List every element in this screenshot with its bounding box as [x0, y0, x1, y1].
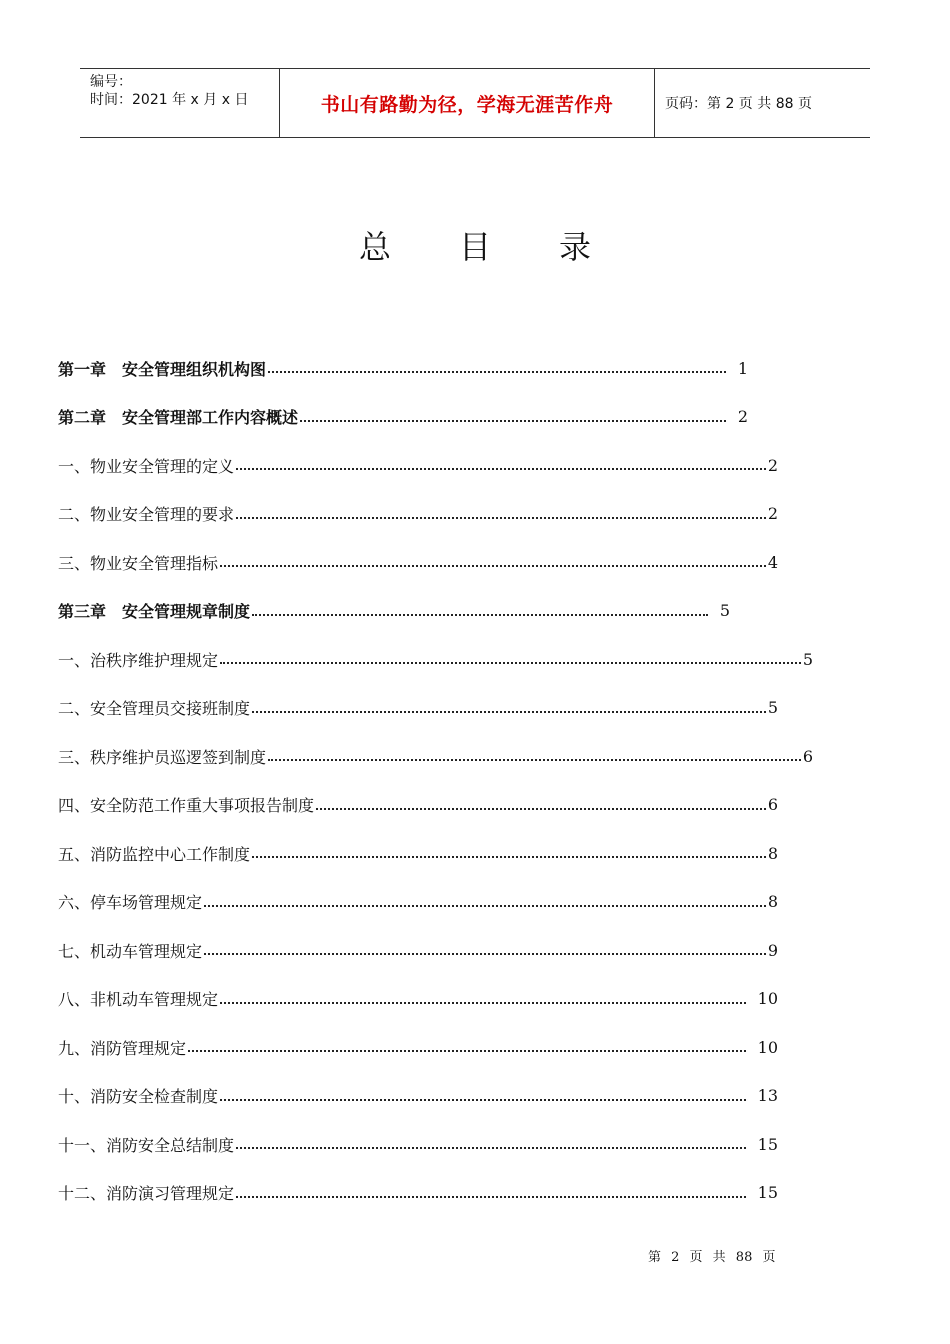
toc-leader-dots — [300, 420, 726, 422]
toc-section-entry — [58, 1072, 778, 1121]
toc-entry-label: 二、安全管理员交接班制度 — [58, 699, 251, 719]
toc-chapter-entry — [58, 393, 748, 442]
page-footer: 第 2 页 共 88 页 — [648, 1250, 776, 1265]
toc-leader-dots — [220, 662, 801, 664]
toc-entry-page: 5 — [767, 698, 778, 718]
toc-chapter-entry — [58, 344, 748, 393]
toc-entry-label: 一、物业安全管理的定义 — [58, 456, 235, 476]
toc-entry-label: 第一章 安全管理组织机构图 — [58, 359, 267, 379]
toc-entry-page: 15 — [757, 1134, 778, 1154]
toc-leader-dots — [236, 468, 766, 470]
toc-entry-page: 6 — [802, 746, 813, 766]
toc-leader-dots — [268, 759, 801, 761]
toc-leader-dots — [220, 1099, 746, 1101]
toc-entry-page: 10 — [757, 1037, 778, 1057]
toc-leader-dots — [220, 1002, 746, 1004]
toc-entry-label: 三、秩序维护员巡逻签到制度 — [58, 747, 267, 767]
toc-entry-page: 6 — [767, 795, 778, 815]
toc-leader-dots — [236, 1147, 746, 1149]
toc-entry-label: 八、非机动车管理规定 — [58, 990, 219, 1010]
toc-entry-label: 四、安全防范工作重大事项报告制度 — [58, 796, 315, 816]
toc-entry-page: 10 — [757, 989, 778, 1009]
toc-section-entry — [58, 732, 813, 781]
toc-section-entry — [58, 490, 778, 539]
toc-section-entry — [58, 829, 778, 878]
toc-entry-page: 2 — [737, 407, 748, 427]
header-page-info: 页码：第 2 页 共 88 页 — [665, 96, 812, 112]
toc-section-entry — [58, 926, 778, 975]
toc-entry-label: 六、停车场管理规定 — [58, 893, 203, 913]
toc-leader-dots — [252, 711, 766, 713]
toc-entry-page: 5 — [719, 601, 730, 621]
toc-entry-page: 2 — [767, 504, 778, 524]
document-number: 编号： — [90, 74, 132, 90]
document-time: 时间：2021 年 x 月 x 日 — [90, 92, 249, 108]
toc-entry-page: 8 — [767, 892, 778, 912]
toc-section-entry — [58, 1023, 778, 1072]
toc-leader-dots — [220, 565, 766, 567]
toc-chapter-entry — [58, 587, 730, 636]
page-header — [80, 68, 870, 138]
toc-entry-label: 十二、消防演习管理规定 — [58, 1184, 235, 1204]
toc-leader-dots — [236, 1196, 746, 1198]
toc-leader-dots — [316, 808, 766, 810]
toc-entry-page: 4 — [767, 552, 778, 572]
toc-entry-page: 9 — [767, 940, 778, 960]
header-meta — [80, 69, 280, 137]
toc-section-entry — [58, 878, 778, 927]
toc-entry-page: 8 — [767, 843, 778, 863]
toc-entry-page: 15 — [757, 1183, 778, 1203]
toc-entry-label: 九、消防管理规定 — [58, 1038, 187, 1058]
toc-section-entry — [58, 538, 778, 587]
toc-leader-dots — [236, 517, 766, 519]
toc-section-entry — [58, 441, 778, 490]
table-of-contents — [58, 344, 838, 1217]
toc-entry-label: 十、消防安全检查制度 — [58, 1087, 219, 1107]
toc-entry-label: 二、物业安全管理的要求 — [58, 505, 235, 525]
toc-entry-label: 十一、消防安全总结制度 — [58, 1135, 235, 1155]
toc-entry-page: 13 — [757, 1086, 778, 1106]
toc-leader-dots — [204, 905, 766, 907]
toc-title: 总目录 — [358, 228, 659, 266]
toc-leader-dots — [252, 614, 708, 616]
header-motto: 书山有路勤为径，学海无涯苦作舟 — [280, 69, 655, 137]
toc-entry-label: 三、物业安全管理指标 — [58, 553, 219, 573]
toc-leader-dots — [204, 953, 766, 955]
toc-section-entry — [58, 684, 778, 733]
toc-entry-label: 五、消防监控中心工作制度 — [58, 844, 251, 864]
toc-leader-dots — [252, 856, 766, 858]
toc-entry-label: 七、机动车管理规定 — [58, 941, 203, 961]
toc-entry-page: 1 — [737, 358, 748, 378]
toc-section-entry — [58, 781, 778, 830]
toc-leader-dots — [268, 371, 726, 373]
toc-section-entry — [58, 1120, 778, 1169]
toc-entry-label: 第三章 安全管理规章制度 — [58, 602, 251, 622]
toc-section-entry — [58, 1169, 778, 1218]
toc-section-entry — [58, 975, 778, 1024]
toc-entry-page: 5 — [802, 649, 813, 669]
toc-entry-label: 一、治秩序维护理规定 — [58, 650, 219, 670]
toc-section-entry — [58, 635, 813, 684]
toc-entry-page: 2 — [767, 455, 778, 475]
toc-leader-dots — [188, 1050, 746, 1052]
toc-entry-label: 第二章 安全管理部工作内容概述 — [58, 408, 299, 428]
